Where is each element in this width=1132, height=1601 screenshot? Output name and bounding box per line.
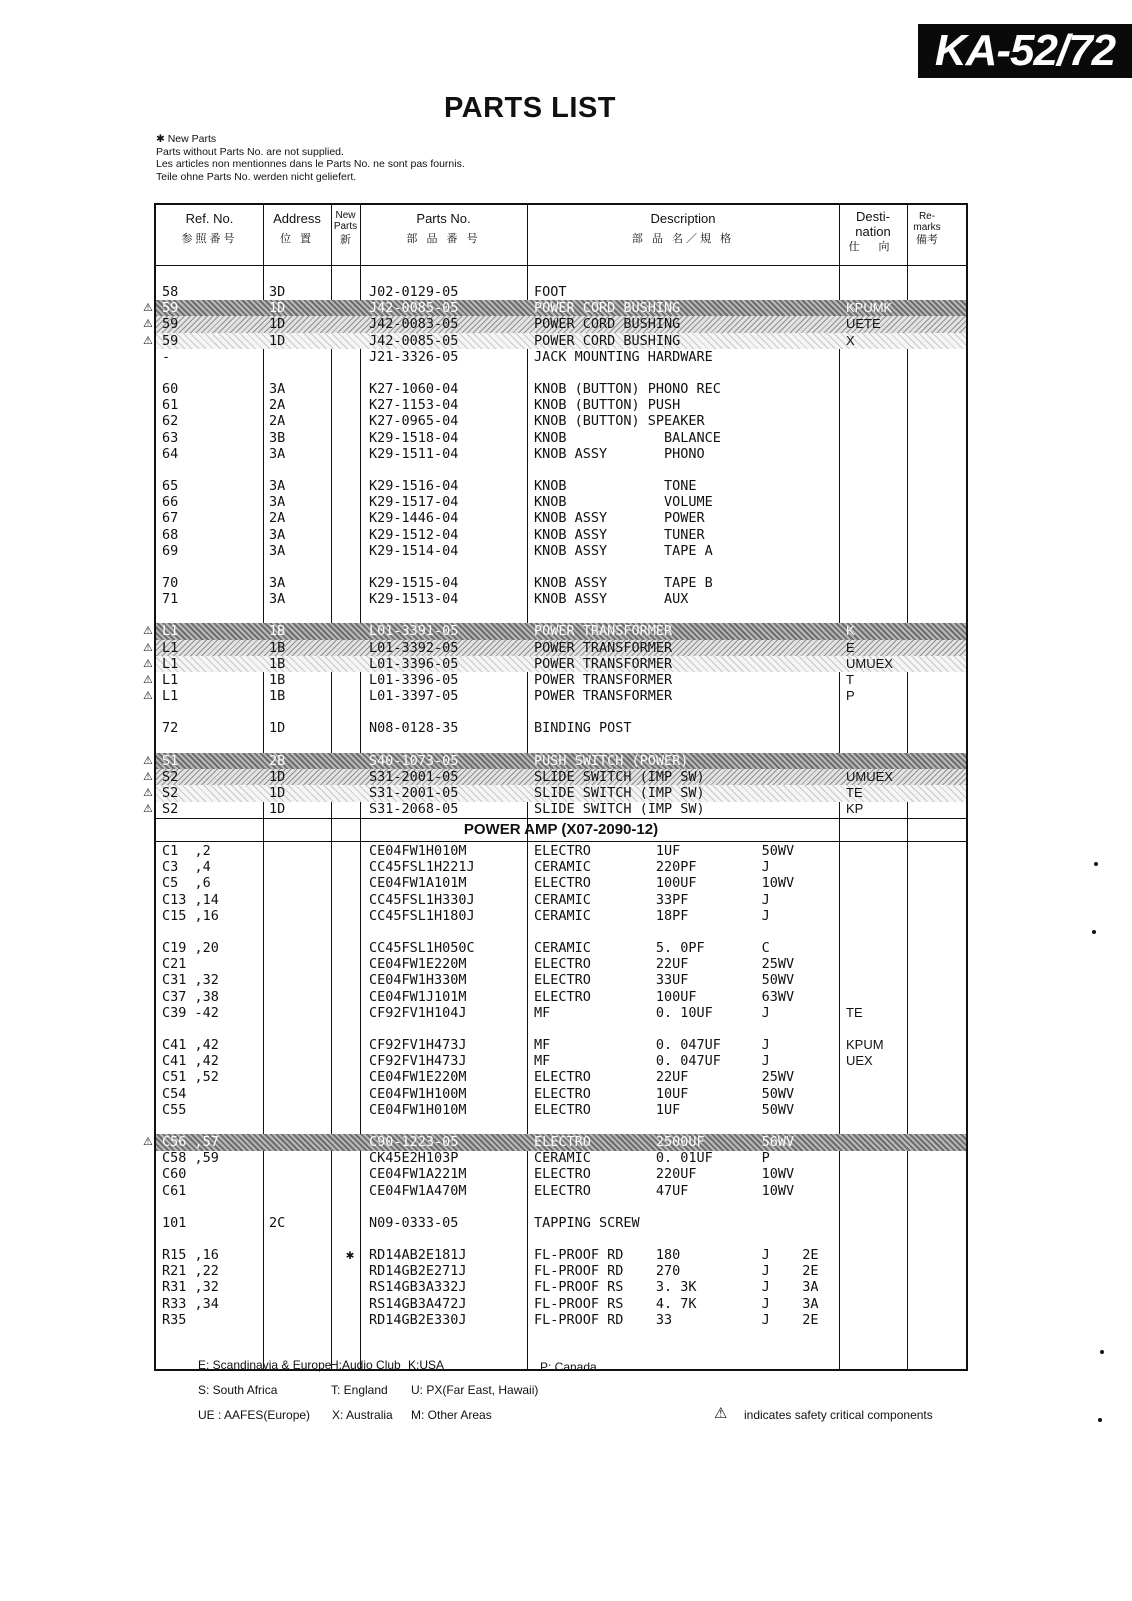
note-english: Parts without Parts No. are not supplied. [156, 145, 344, 158]
warning-triangle-icon: ⚠ [714, 1405, 728, 1422]
warning-triangle-icon: ⚠ [143, 673, 153, 686]
note-german: Teile ohne Parts No. werden nicht geliefert. [156, 170, 357, 183]
description-cell: FL-PROOF RD 33 J 2E [534, 1311, 819, 1328]
table-row [156, 940, 966, 957]
legend-ue: UE : AAFES(Europe) [198, 1408, 311, 1422]
parts-no-cell: J42-0085-05 [369, 332, 459, 349]
parts-no-cell: K27-1153-04 [369, 397, 459, 414]
warning-triangle-icon: ⚠ [143, 1135, 153, 1148]
ref-no-cell: R21 ,22 [162, 1263, 219, 1280]
table-row [156, 1102, 966, 1119]
ref-no-cell: C19 ,20 [162, 940, 219, 956]
ref-no-cell: 61 [162, 397, 179, 414]
table-row [156, 720, 966, 737]
table-row [156, 1312, 966, 1329]
description-cell: ELECTRO 47UF 10WV [534, 1182, 795, 1199]
ref-no-cell: C54 [162, 1085, 187, 1102]
parts-no-cell: K29-1513-04 [369, 591, 459, 608]
ref-no-cell: C13 ,14 [162, 891, 219, 908]
description-cell: POWER TRANSFORMER [534, 623, 673, 640]
description-cell: KNOB ASSY TAPE B [534, 575, 713, 591]
notes-block [156, 133, 465, 183]
address-cell: 1B [269, 672, 286, 688]
table-row [156, 1247, 966, 1264]
ref-no-cell: S1 [162, 752, 179, 769]
destination-cell: P [846, 688, 855, 704]
parts-no-cell: CC45FSL1H221J [369, 859, 475, 876]
parts-no-cell: K29-1511-04 [369, 445, 459, 462]
description-cell: CERAMIC 33PF J [534, 891, 770, 908]
parts-no-cell: CE04FW1E220M [369, 1069, 467, 1086]
description-cell: ELECTRO 22UF 25WV [534, 956, 795, 973]
ref-no-cell: C5 ,6 [162, 875, 211, 892]
parts-no-cell: CE04FW1H010M [369, 1101, 467, 1118]
description-cell: KNOB ASSY POWER [534, 510, 705, 527]
parts-no-cell: CE04FW1A101M [369, 875, 467, 892]
ref-no-cell: 59 [162, 316, 179, 333]
table-row [156, 510, 966, 527]
destination-cell: TE [846, 1004, 863, 1020]
ref-no-cell: 101 [162, 1214, 187, 1231]
ref-no-cell: 60 [162, 381, 179, 397]
destination-cell: T [846, 672, 854, 687]
address-cell: 1D [269, 316, 286, 333]
description-cell: SLIDE SWITCH (IMP SW) [534, 785, 705, 801]
header-ref-no: Ref. No. 参照番号 [181, 211, 238, 245]
description-cell: POWER TRANSFORMER [534, 655, 673, 672]
description-cell: SLIDE SWITCH (IMP SW) [534, 768, 705, 785]
warning-triangle-icon: ⚠ [143, 640, 153, 654]
description-cell: KNOB (BUTTON) PUSH [534, 397, 681, 414]
description-cell: MF 0. 047UF J [534, 1053, 770, 1070]
address-cell: 3A [269, 575, 286, 591]
address-cell: 2A [269, 413, 286, 430]
parts-no-cell: K29-1515-04 [369, 575, 459, 591]
parts-no-cell: K29-1517-04 [369, 494, 459, 511]
section-divider-bottom [156, 841, 966, 842]
description-cell: CERAMIC 220PF J [534, 859, 770, 876]
table-row [156, 1069, 966, 1086]
header-parts-no: Parts No. 部 品 番 号 [406, 211, 481, 245]
description-cell: POWER CORD BUSHING [534, 300, 681, 317]
warning-triangle-icon: ⚠ [143, 301, 153, 315]
address-cell: 3A [269, 494, 286, 511]
address-cell: 2C [269, 1214, 286, 1231]
address-cell: 1B [269, 639, 286, 656]
parts-no-cell: J02-0129-05 [369, 284, 459, 300]
parts-no-cell: C90-1223-05 [369, 1134, 459, 1150]
parts-no-cell: L01-3391-05 [369, 623, 459, 640]
description-cell: KNOB ASSY AUX [534, 591, 689, 608]
destination-cell: KPUM [846, 1037, 884, 1052]
new-part-cell: ✱ [345, 1247, 355, 1263]
description-cell: CERAMIC 18PF J [534, 907, 770, 924]
description-cell: PUSH SWITCH (POWER) [534, 752, 689, 769]
ref-no-cell: 67 [162, 510, 179, 527]
ref-no-cell: L1 [162, 639, 179, 656]
parts-no-cell: CC45FSL1H180J [369, 907, 475, 924]
table-row [156, 527, 966, 544]
legend-m: M: Other Areas [411, 1408, 492, 1422]
description-cell: ELECTRO 100UF 63WV [534, 988, 795, 1005]
header-remarks: Re- marks 備考 [913, 211, 941, 246]
address-cell: 3D [269, 284, 286, 300]
table-row [156, 956, 966, 973]
table-row [156, 1263, 966, 1280]
destination-cell: UETE [846, 316, 881, 332]
destination-cell: UEX [846, 1053, 873, 1069]
ref-no-cell: C31 ,32 [162, 972, 219, 989]
parts-no-cell: RS14GB3A332J [369, 1279, 467, 1296]
section-title-power-amp: POWER AMP (X07-2090-12) [463, 821, 659, 838]
ref-no-cell: C51 ,52 [162, 1069, 219, 1086]
legend-t: T: England [331, 1383, 388, 1397]
parts-no-cell: K29-1518-04 [369, 429, 459, 446]
parts-no-cell: CE04FW1A470M [369, 1182, 467, 1199]
table-row [156, 478, 966, 495]
description-cell: ELECTRO 100UF 10WV [534, 875, 795, 892]
description-cell: ELECTRO 1UF 50WV [534, 843, 795, 859]
address-cell: 3B [269, 429, 286, 446]
ref-no-cell: 71 [162, 591, 179, 608]
ref-no-cell: L1 [162, 655, 179, 672]
table-row [156, 801, 966, 818]
table-row [156, 989, 966, 1006]
table-row [156, 1183, 966, 1200]
address-cell: 3A [269, 381, 286, 397]
parts-no-cell: CE04FW1H010M [369, 843, 467, 859]
address-cell: 1B [269, 623, 286, 640]
table-row [156, 859, 966, 876]
description-cell: ELECTRO 33UF 50WV [534, 972, 795, 989]
ref-no-cell: C55 [162, 1101, 187, 1118]
description-cell: FOOT [534, 284, 567, 300]
parts-no-cell: K29-1446-04 [369, 510, 459, 527]
ref-no-cell: C3 ,4 [162, 859, 211, 876]
table-row [156, 656, 966, 673]
ref-no-cell: 62 [162, 413, 179, 430]
address-cell: 2B [269, 752, 286, 769]
parts-no-cell: S31-2001-05 [369, 785, 459, 801]
table-row [156, 1134, 966, 1151]
ref-no-cell: L1 [162, 688, 179, 705]
description-cell: JACK MOUNTING HARDWARE [534, 348, 713, 365]
header-divider [156, 265, 966, 266]
note-french: Les articles non mentionnes dans le Parts No. ne sont pas fournis. [156, 158, 465, 170]
parts-no-cell: CK45E2H103P [369, 1150, 459, 1167]
table-row [156, 284, 966, 301]
table-row [156, 688, 966, 705]
ref-no-cell: 70 [162, 575, 179, 591]
description-cell: FL-PROOF RS 4. 7K J 3A [534, 1295, 819, 1312]
table-row [156, 1215, 966, 1232]
address-cell: 3A [269, 478, 286, 494]
warning-triangle-icon: ⚠ [143, 753, 153, 767]
description-cell: ELECTRO 2500UF 56WV [534, 1134, 795, 1150]
table-row [156, 623, 966, 640]
address-cell: 1B [269, 655, 286, 672]
address-cell: 1D [269, 785, 286, 801]
warning-triangle-icon: ⚠ [143, 624, 153, 638]
ref-no-cell: R33 ,34 [162, 1295, 219, 1312]
parts-no-cell: K27-1060-04 [369, 381, 459, 397]
warning-triangle-icon: ⚠ [143, 786, 153, 799]
description-cell: KNOB ASSY TUNER [534, 526, 705, 543]
ref-no-cell: 68 [162, 526, 179, 543]
destination-cell: K [846, 623, 855, 639]
parts-no-cell: RD14GB2E271J [369, 1263, 467, 1280]
ref-no-cell: S2 [162, 785, 179, 801]
table-row [156, 640, 966, 657]
parts-no-cell: K27-0965-04 [369, 413, 459, 430]
parts-no-cell: CE04FW1H100M [369, 1085, 467, 1102]
warning-triangle-icon: ⚠ [143, 802, 153, 816]
ref-no-cell: C1 ,2 [162, 843, 211, 859]
ref-no-cell: C60 [162, 1166, 187, 1183]
address-cell: 1B [269, 688, 286, 705]
description-cell: KNOB VOLUME [534, 494, 713, 511]
ref-no-cell: C15 ,16 [162, 907, 219, 924]
table-row [156, 494, 966, 511]
header-address: Address 位 置 [273, 211, 321, 245]
table-row [156, 381, 966, 398]
address-cell: 1D [269, 332, 286, 349]
table-row [156, 875, 966, 892]
ref-no-cell: C61 [162, 1182, 187, 1199]
ref-no-cell: 59 [162, 300, 179, 317]
model-badge: KA-52/72 [918, 24, 1132, 78]
description-cell: ELECTRO 10UF 50WV [534, 1085, 795, 1102]
table-row [156, 1166, 966, 1183]
parts-no-cell: S40-1073-05 [369, 752, 459, 769]
margin-dot [1098, 1418, 1102, 1422]
table-row [156, 769, 966, 786]
ref-no-cell: R31 ,32 [162, 1279, 219, 1296]
table-row [156, 300, 966, 317]
table-row [156, 446, 966, 463]
parts-no-cell: CE04FW1E220M [369, 956, 467, 973]
table-row [156, 1037, 966, 1054]
parts-no-cell: CE04FW1J101M [369, 988, 467, 1005]
parts-no-cell: N09-0333-05 [369, 1214, 459, 1231]
ref-no-cell: C41 ,42 [162, 1053, 219, 1070]
parts-no-cell: CF92FV1H473J [369, 1053, 467, 1070]
table-row [156, 785, 966, 802]
warning-triangle-icon: ⚠ [143, 769, 153, 783]
legend-u: U: PX(Far East, Hawaii) [411, 1383, 539, 1397]
table-row [156, 892, 966, 909]
table-row [156, 349, 966, 366]
table-row [156, 1053, 966, 1070]
description-cell: FL-PROOF RD 270 J 2E [534, 1263, 819, 1280]
address-cell: 3A [269, 591, 286, 608]
parts-no-cell: S31-2001-05 [369, 768, 459, 785]
destination-cell: TE [846, 785, 863, 800]
parts-no-cell: L01-3396-05 [369, 672, 459, 688]
ref-no-cell: C37 ,38 [162, 988, 219, 1005]
ref-no-cell: R15 ,16 [162, 1247, 219, 1263]
table-row [156, 843, 966, 860]
parts-no-cell: J21-3326-05 [369, 348, 459, 365]
page-title: PARTS LIST [443, 92, 617, 124]
legend-k: K:USA [408, 1358, 445, 1372]
description-cell: MF 0. 047UF J [534, 1037, 770, 1053]
table-row [156, 1086, 966, 1103]
description-cell: POWER CORD BUSHING [534, 316, 681, 333]
table-row [156, 397, 966, 414]
description-cell: CERAMIC 0. 01UF P [534, 1150, 770, 1167]
parts-no-cell: CE04FW1H330M [369, 972, 467, 989]
parts-no-cell: N08-0128-35 [369, 720, 459, 737]
ref-no-cell: 58 [162, 284, 179, 300]
description-cell: CERAMIC 5. 0PF C [534, 940, 770, 956]
parts-no-cell: K29-1514-04 [369, 542, 459, 559]
table-row [156, 972, 966, 989]
parts-table [154, 203, 968, 1371]
header-new-parts: New Parts 新 [333, 210, 358, 246]
ref-no-cell: C41 ,42 [162, 1037, 219, 1053]
description-cell: POWER TRANSFORMER [534, 672, 673, 688]
parts-no-cell: RD14GB2E330J [369, 1311, 467, 1328]
address-cell: 2A [269, 510, 286, 527]
address-cell: 1D [269, 768, 286, 785]
ref-no-cell: 72 [162, 720, 179, 737]
table-row [156, 908, 966, 925]
ref-no-cell: 64 [162, 445, 179, 462]
legend-safety: indicates safety critical components [744, 1408, 933, 1422]
warning-triangle-icon: ⚠ [143, 317, 153, 331]
parts-no-cell: CC45FSL1H330J [369, 891, 475, 908]
description-cell: POWER CORD BUSHING [534, 332, 681, 349]
parts-no-cell: CF92FV1H473J [369, 1037, 467, 1053]
destination-cell: KP [846, 801, 864, 817]
ref-no-cell: 69 [162, 542, 179, 559]
parts-no-cell: L01-3392-05 [369, 639, 459, 656]
description-cell: SLIDE SWITCH (IMP SW) [534, 801, 705, 818]
ref-no-cell: 65 [162, 478, 179, 494]
ref-no-cell: 63 [162, 429, 179, 446]
ref-no-cell: - [162, 348, 171, 365]
ref-no-cell: C39 -42 [162, 1004, 219, 1021]
description-cell: FL-PROOF RD 180 J 2E [534, 1247, 819, 1263]
table-row [156, 591, 966, 608]
address-cell: 3A [269, 542, 286, 559]
description-cell: POWER TRANSFORMER [534, 639, 673, 656]
parts-no-cell: RS14GB3A472J [369, 1295, 467, 1312]
table-row [156, 543, 966, 560]
destination-cell: KPUMK [846, 300, 893, 316]
description-cell: KNOB TONE [534, 478, 697, 494]
legend-s: S: South Africa [198, 1383, 278, 1397]
ref-no-cell: 66 [162, 494, 179, 511]
description-cell: ELECTRO 220UF 10WV [534, 1166, 795, 1183]
legend-p: P: Canada [540, 1360, 597, 1374]
description-cell: KNOB ASSY PHONO [534, 445, 705, 462]
destination-cell: UMUEX [846, 655, 893, 671]
ref-no-cell: S2 [162, 768, 179, 785]
margin-dot [1100, 1350, 1104, 1354]
description-cell: KNOB ASSY TAPE A [534, 542, 713, 559]
table-row [156, 1296, 966, 1313]
destination-cell: X [846, 332, 855, 348]
table-row [156, 1279, 966, 1296]
section-divider-top [156, 818, 966, 819]
parts-no-cell: RD14AB2E181J [369, 1247, 467, 1263]
parts-no-cell: J42-0085-05 [369, 300, 459, 317]
ref-no-cell: L1 [162, 623, 179, 640]
margin-dot [1092, 930, 1096, 934]
table-row [156, 1005, 966, 1022]
description-cell: KNOB (BUTTON) SPEAKER [534, 413, 705, 430]
address-cell: 2A [269, 397, 286, 414]
description-cell: KNOB (BUTTON) PHONO REC [534, 381, 721, 397]
parts-no-cell: J42-0083-05 [369, 316, 459, 333]
description-cell: MF 0. 10UF J [534, 1004, 770, 1021]
address-cell: 1D [269, 801, 286, 818]
address-cell: 1D [269, 300, 286, 317]
table-row [156, 316, 966, 333]
warning-triangle-icon: ⚠ [143, 689, 153, 703]
warning-triangle-icon: ⚠ [143, 333, 153, 347]
ref-no-cell: S2 [162, 801, 179, 818]
table-row [156, 575, 966, 592]
description-cell: KNOB BALANCE [534, 429, 721, 446]
parts-no-cell: L01-3397-05 [369, 688, 459, 705]
ref-no-cell: L1 [162, 672, 179, 688]
legend-h: H:Audio Club [330, 1358, 401, 1372]
parts-no-cell: L01-3396-05 [369, 655, 459, 672]
header-description: Description 部 品 名／規 格 [631, 211, 735, 245]
parts-no-cell: CF92FV1H104J [369, 1004, 467, 1021]
table-row [156, 413, 966, 430]
table-row [156, 1150, 966, 1167]
table-row [156, 672, 966, 689]
header-destination: Desti- nation 仕 向 [848, 209, 898, 253]
margin-dot [1094, 862, 1098, 866]
description-cell: BINDING POST [534, 720, 632, 737]
table-row [156, 333, 966, 350]
parts-no-cell: K29-1512-04 [369, 526, 459, 543]
description-cell: TAPPING SCREW [534, 1214, 640, 1231]
table-row [156, 430, 966, 447]
ref-no-cell: R35 [162, 1311, 187, 1328]
address-cell: 3A [269, 526, 286, 543]
destination-cell: E [846, 639, 855, 655]
ref-no-cell: C58 ,59 [162, 1150, 219, 1167]
destination-cell: UMUEX [846, 768, 893, 784]
legend-x: X: Australia [332, 1408, 393, 1422]
description-cell: FL-PROOF RS 3. 3K J 3A [534, 1279, 819, 1296]
address-cell: 1D [269, 720, 286, 737]
table-row [156, 753, 966, 770]
address-cell: 3A [269, 445, 286, 462]
ref-no-cell: C21 [162, 956, 187, 973]
ref-no-cell: C56 ,57 [162, 1134, 219, 1150]
note-new-parts: ✱ New Parts [156, 133, 217, 145]
description-cell: ELECTRO 22UF 25WV [534, 1069, 795, 1086]
warning-triangle-icon: ⚠ [143, 656, 153, 670]
parts-no-cell: CE04FW1A221M [369, 1166, 467, 1183]
legend-e: E: Scandinavia & Europe [198, 1358, 332, 1372]
parts-no-cell: S31-2068-05 [369, 801, 459, 818]
parts-no-cell: K29-1516-04 [369, 478, 459, 494]
ref-no-cell: 59 [162, 332, 179, 349]
parts-no-cell: CC45FSL1H050C [369, 940, 475, 956]
description-cell: ELECTRO 1UF 50WV [534, 1101, 795, 1118]
description-cell: POWER TRANSFORMER [534, 688, 673, 705]
